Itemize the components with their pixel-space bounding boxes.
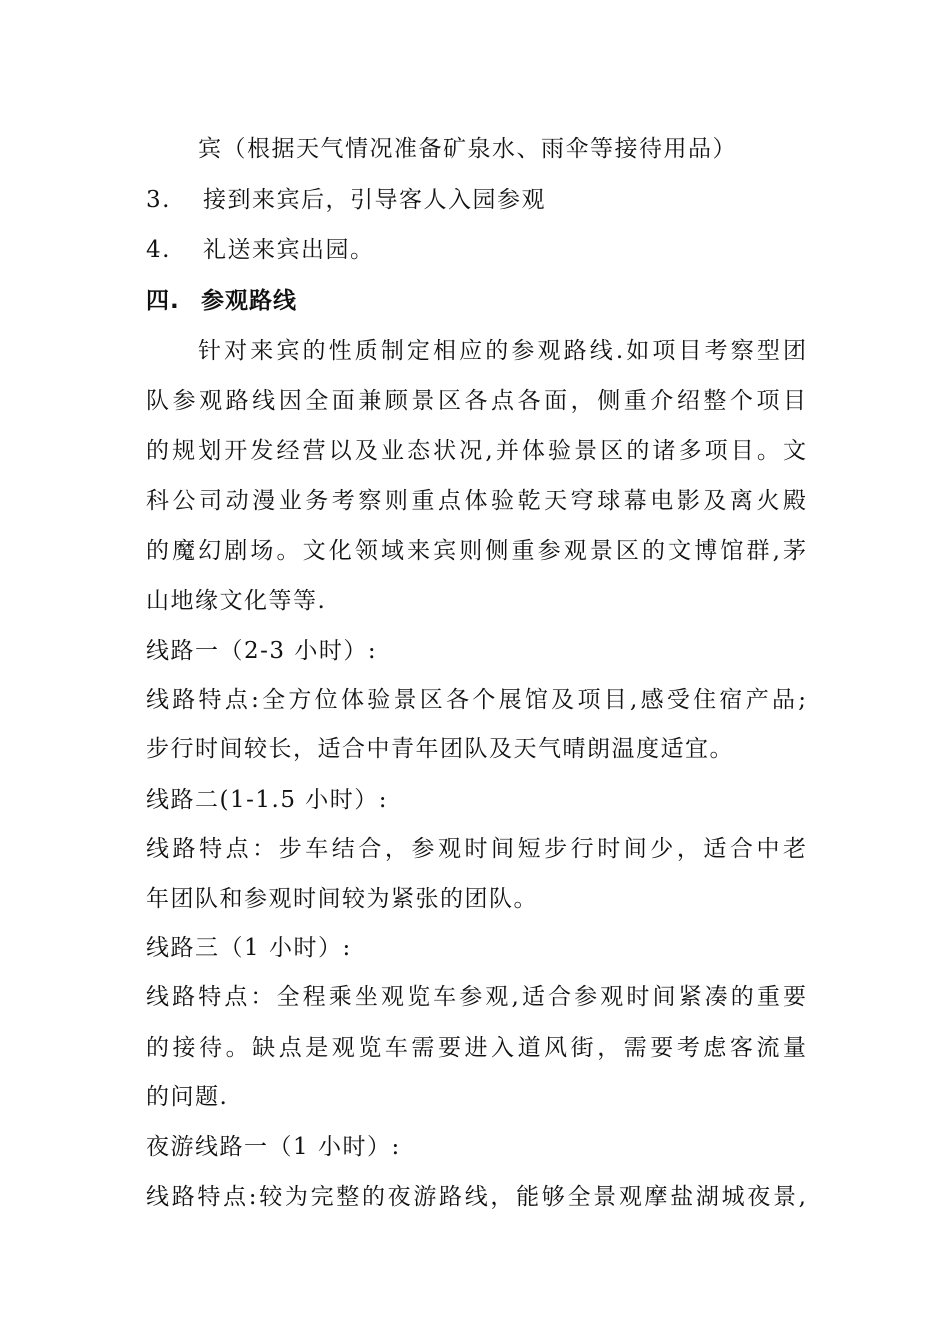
list-text: 礼送来宾出园。 [203, 237, 375, 263]
night-route-1-features: 线路特点:较为完整的夜游路线，能够全景观摩盐湖城夜景, [146, 1184, 806, 1210]
list-item-step-3 [146, 185, 546, 215]
text-line-continuation: 宾（根据天气情况准备矿泉水、雨伞等接待用品） [198, 136, 737, 162]
list-number: 4. [146, 237, 171, 263]
section-title: 参观路线 [201, 288, 297, 314]
paragraph-line: 的规划开发经营以及业态状况,并体验景区的诸多项目。文 [146, 438, 806, 464]
route-3-features: 的接待。缺点是观览车需要进入道风街，需要考虑客流量 [146, 1035, 806, 1061]
night-route-1-title: 夜游线路一（1 小时）: [146, 1134, 401, 1160]
paragraph-line: 针对来宾的性质制定相应的参观路线.如项目考察型团 [198, 338, 806, 364]
route-1-title: 线路一（2-3 小时）: [146, 638, 378, 664]
route-3-features: 的问题. [146, 1084, 229, 1110]
route-2-features: 年团队和参观时间较为紧张的团队。 [146, 886, 538, 912]
route-2-title: 线路二(1-1.5 小时）: [146, 787, 389, 813]
route-1-features: 步行时间较长，适合中青年团队及天气晴朗温度适宜。 [146, 736, 734, 762]
list-text: 接到来宾后，引导客人入园参观 [203, 187, 546, 213]
list-item-step-4 [146, 235, 375, 265]
section-number: 四. [146, 288, 180, 314]
section-heading-4 [146, 286, 297, 316]
route-2-features: 线路特点：步车结合，参观时间短步行时间少，适合中老 [146, 836, 806, 862]
paragraph-line: 队参观路线因全面兼顾景区各点各面，侧重介绍整个项目 [146, 388, 806, 414]
route-1-features: 线路特点:全方位体验景区各个展馆及项目,感受住宿产品; [146, 687, 806, 713]
route-3-title: 线路三（1 小时）: [146, 935, 352, 961]
paragraph-line: 科公司动漫业务考察则重点体验乾天穹球幕电影及离火殿 [146, 488, 806, 514]
route-3-features: 线路特点：全程乘坐观览车参观,适合参观时间紧凑的重要 [146, 984, 806, 1010]
list-number: 3. [146, 187, 171, 213]
paragraph-line: 的魔幻剧场。文化领域来宾则侧重参观景区的文博馆群,茅 [146, 538, 806, 564]
paragraph-line: 山地缘文化等等. [146, 588, 327, 614]
